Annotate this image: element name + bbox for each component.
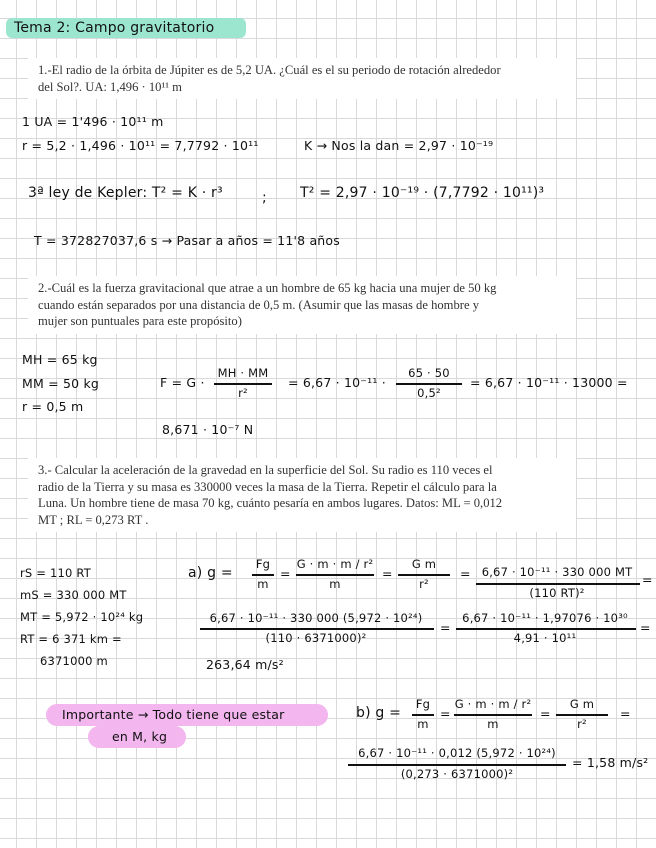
p3a-f3-bar <box>398 574 450 576</box>
page-title: Tema 2: Campo gravitatorio <box>14 20 215 36</box>
p3b-f4-bar <box>348 764 566 766</box>
p3b-eq3: = <box>620 706 631 721</box>
problem-3-line: Luna. Un hombre tiene de masa 70 kg, cuánto pesaría en ambos lugares. Datos: ML = 0,012 <box>38 496 503 510</box>
p2-distance: r = 0,5 m <box>22 399 84 414</box>
problem-3-line: MT ; RL = 0,273 RT . <box>38 512 149 527</box>
p1-kepler-substitution: T² = 2,97 · 10⁻¹⁹ · (7,7792 · 10¹¹)³ <box>300 185 545 201</box>
p3-sun-radius: rS = 110 RT <box>20 566 91 580</box>
p3a-eq: = <box>280 566 291 581</box>
p2-frac-bar <box>214 383 272 385</box>
p3a-f1-den: m <box>257 577 269 591</box>
page-title-highlight <box>6 18 246 38</box>
problem-1-line: del Sol?. UA: 1,496 · 10¹¹ m <box>38 79 182 94</box>
p3b-f1-num: Fg <box>415 697 431 711</box>
p2-force-result: 8,671 · 10⁻⁷ N <box>162 422 254 437</box>
p3b-result: = 1,58 m/s² <box>572 755 649 770</box>
problem-1-line: 1.-El radio de la órbita de Júpiter es de 5,2 UA. ¿Cuál es el su periodo de rotación alrededor <box>38 63 501 77</box>
p3a-f1-bar <box>252 574 274 576</box>
p3a-eq5: = <box>440 620 451 635</box>
p3b-f1-den: m <box>417 717 429 731</box>
problem-2-line: 2.-Cuál es la fuerza gravitacional que atrae a un hombre de 65 kg hacia una mujer de 50 kg <box>38 281 497 295</box>
p1-separator: ; <box>262 190 267 206</box>
p2-substitution: = 6,67 · 10⁻¹¹ · <box>288 375 386 390</box>
p3a-f4-num: 6,67 · 10⁻¹¹ · 330 000 MT <box>481 565 633 579</box>
p3b-f1-bar <box>412 714 434 716</box>
p3a-f5-den: (110 · 6371000)² <box>265 631 367 645</box>
p3-sun-mass: mS = 330 000 MT <box>20 588 127 602</box>
p3b-f3-bar <box>556 714 608 716</box>
p2-frac2-bar <box>396 383 462 385</box>
p1-period-result: T = 372827037,6 s → Pasar a años = 11'8 años <box>34 233 340 248</box>
p3a-eq4: = <box>642 572 653 587</box>
problem-3-line: 3.- Calcular la aceleración de la gravedad en la superficie del Sol. Su radio es 110 veces el <box>38 463 493 477</box>
p3b-eq2: = <box>540 706 551 721</box>
problem-3-statement <box>28 458 576 532</box>
p2-frac-den: r² <box>238 386 248 400</box>
p3b-f2-num: G · m · m / r² <box>454 697 532 711</box>
p3b-g-label: b) g = <box>356 705 402 721</box>
p3a-f2-bar <box>296 574 374 576</box>
p3a-f5-num: 6,67 · 10⁻¹¹ · 330 000 (5,972 · 10²⁴) <box>209 611 423 625</box>
p1-kepler-law: 3ª ley de Kepler: T² = K · r³ <box>28 185 223 201</box>
p3a-f6-num: 6,67 · 10⁻¹¹ · 1,97076 · 10³⁰ <box>462 611 628 625</box>
p2-frac2-den: 0,5² <box>417 386 441 400</box>
p3b-f3-den: r² <box>577 717 587 731</box>
p3a-eq6: = <box>640 620 651 635</box>
p2-frac2-num: 65 · 50 <box>408 366 450 380</box>
problem-2-line: mujer son puntuales para este propósito) <box>38 314 242 328</box>
p3a-result: 263,64 m/s² <box>206 657 284 672</box>
p3a-f3-den: r² <box>419 577 429 591</box>
p3a-f2-den: m <box>329 577 341 591</box>
p3b-f2-den: m <box>487 717 499 731</box>
p1-k-constant: K → Nos la dan = 2,97 · 10⁻¹⁹ <box>304 138 494 153</box>
p3-earth-radius-m: 6371000 m <box>40 654 108 668</box>
p2-force-formula: F = G · <box>160 375 205 390</box>
p2-mass-man: MH = 65 kg <box>22 352 98 367</box>
p3b-f3-num: G m <box>569 697 595 711</box>
note-important: Importante → Todo tiene que estar <box>62 707 285 722</box>
p1-ua-definition: 1 UA = 1'496 · 10¹¹ m <box>22 114 164 129</box>
p3a-f6-den: 4,91 · 10¹¹ <box>513 631 577 645</box>
p3a-f3-num: G m <box>411 557 437 571</box>
p3b-f2-bar <box>454 714 532 716</box>
p3a-f4-bar <box>476 583 640 585</box>
p3b-f4-den: (0,273 · 6371000)² <box>400 767 514 781</box>
problem-2-line: cuando están separados por una distancia de 0,5 m. (Asumir que las masas de hombre y <box>38 297 480 312</box>
p3-earth-radius: RT = 6 371 km = <box>20 632 122 646</box>
p3a-f1-num: Fg <box>255 557 271 571</box>
problem-2-statement <box>28 276 576 334</box>
p3a-f2-num: G · m · m / r² <box>296 557 374 571</box>
p3a-f5-bar <box>200 628 434 630</box>
p3b-eq: = <box>440 706 451 721</box>
note-units: en M, kg <box>112 729 168 744</box>
problem-1-statement <box>28 58 576 99</box>
p3a-eq2: = <box>382 566 393 581</box>
p3-earth-mass: MT = 5,972 · 10²⁴ kg <box>20 610 144 624</box>
p2-mass-woman: MM = 50 kg <box>22 376 100 391</box>
p1-radius-calc: r = 5,2 · 1,496 · 10¹¹ = 7,7792 · 10¹¹ <box>22 138 259 153</box>
p3a-eq3: = <box>460 566 471 581</box>
p2-frac-num: MH · MM <box>217 366 269 380</box>
p3a-f6-bar <box>456 628 636 630</box>
p3a-f4-den: (110 RT)² <box>529 586 585 600</box>
p2-intermediate: = 6,67 · 10⁻¹¹ · 13000 = <box>470 375 628 390</box>
problem-3-line: radio de la Tierra y su masa es 330000 veces la masa de la Tierra. Repetir el cálculo para la <box>38 479 497 494</box>
p3a-g-label: a) g = <box>188 565 233 581</box>
p3b-f4-num: 6,67 · 10⁻¹¹ · 0,012 (5,972 · 10²⁴) <box>358 746 556 760</box>
